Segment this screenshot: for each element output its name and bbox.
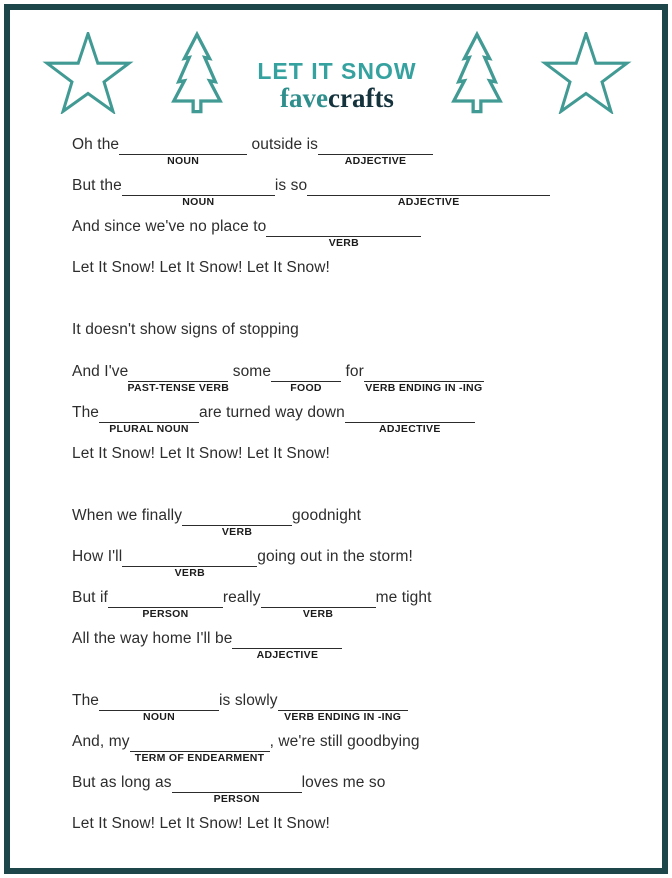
blank-label: VERB ENDING IN -ING <box>365 382 483 394</box>
fill-in-line <box>72 506 632 538</box>
blank-label: VERB <box>221 526 253 538</box>
tree-icon <box>448 30 506 116</box>
line-text: outside is <box>247 136 319 153</box>
blank-field <box>232 632 342 661</box>
stanza <box>72 135 632 278</box>
line-text: goodnight <box>292 507 362 524</box>
line-text: are turned way down <box>199 404 345 421</box>
line-text: , we're still goodbying <box>269 733 420 750</box>
line-text: All the way home I'll be <box>72 630 233 647</box>
line-text: some <box>228 363 272 380</box>
page-title: LET IT SNOW <box>257 58 417 84</box>
line-text: When we finally <box>72 507 183 524</box>
blank-label: FOOD <box>290 382 322 394</box>
blank-label: VERB <box>174 567 205 579</box>
blank-label: ADJECTIVE <box>344 155 407 167</box>
line-text: But the <box>72 177 122 194</box>
tree-icon <box>168 30 226 116</box>
line-text: And, my <box>72 733 130 750</box>
lyric-line: Let It Snow! Let It Snow! Let It Snow! <box>72 815 330 832</box>
line-text: me tight <box>375 589 432 606</box>
blank-field <box>318 138 433 167</box>
fill-in-line <box>72 176 632 208</box>
blank-label: PERSON <box>213 793 260 805</box>
stanza <box>72 506 632 661</box>
lyric-line: It doesn't show signs of stopping <box>72 321 299 338</box>
brand-logo-fave: fave <box>280 83 328 113</box>
line-text: going out in the storm! <box>257 548 413 565</box>
line-text: Oh the <box>72 136 120 153</box>
line-text: is so <box>274 177 308 194</box>
worksheet-body <box>10 120 662 834</box>
line-text: The <box>72 404 100 421</box>
line-text: The <box>72 692 100 709</box>
line-text: loves me so <box>301 774 386 791</box>
blank-label: ADJECTIVE <box>397 196 460 208</box>
line-text: But as long as <box>72 774 172 791</box>
stanza <box>72 691 632 834</box>
blank-field <box>99 406 199 435</box>
star-icon <box>538 30 634 114</box>
blank-label: NOUN <box>182 196 215 208</box>
brand-logo-crafts: crafts <box>327 83 394 113</box>
blank-field <box>122 179 275 208</box>
line-text: And since we've no place to <box>72 218 267 235</box>
blank-field <box>278 694 408 723</box>
blank-label: ADJECTIVE <box>256 649 319 661</box>
line-text: How I'll <box>72 548 123 565</box>
header <box>10 10 662 120</box>
worksheet-page <box>4 4 668 874</box>
blank-field <box>172 776 302 805</box>
blank-field <box>99 694 219 723</box>
blank-field <box>266 220 421 249</box>
fill-in-line <box>72 773 632 805</box>
blank-field <box>119 138 247 167</box>
lyric-line: Let It Snow! Let It Snow! Let It Snow! <box>72 259 330 276</box>
blank-field <box>182 509 292 538</box>
brand-logo <box>257 85 416 112</box>
fill-in-line <box>72 135 632 167</box>
blank-label: VERB ENDING IN -ING <box>284 711 402 723</box>
blank-label: PLURAL NOUN <box>109 423 189 435</box>
fill-in-line <box>72 691 632 723</box>
fill-in-line <box>72 362 632 394</box>
fill-in-line <box>72 403 632 435</box>
blank-field <box>307 179 550 208</box>
star-icon <box>40 30 136 114</box>
blank-field <box>364 365 484 394</box>
fill-in-line <box>72 588 632 620</box>
fill-in-line <box>72 629 632 661</box>
blank-label: VERB <box>302 608 334 620</box>
line-text: is slowly <box>219 692 278 709</box>
blank-label: PERSON <box>142 608 189 620</box>
blank-label: VERB <box>328 237 360 249</box>
stanza <box>72 320 632 464</box>
blank-field <box>271 365 341 394</box>
line-text: for <box>341 363 364 380</box>
blank-label: ADJECTIVE <box>378 423 441 435</box>
blank-field <box>122 550 257 579</box>
blank-label: NOUN <box>142 711 176 723</box>
blank-label: NOUN <box>167 155 200 167</box>
blank-field <box>108 591 223 620</box>
blank-label: TERM OF ENDEARMENT <box>134 752 265 764</box>
line-text: But if <box>72 589 108 606</box>
blank-field <box>261 591 376 620</box>
fill-in-line <box>72 217 632 249</box>
fill-in-line <box>72 732 632 764</box>
line-text: And I've <box>72 363 129 380</box>
blank-field <box>130 735 270 764</box>
blank-label: PAST-TENSE VERB <box>127 382 230 394</box>
fill-in-line <box>72 547 632 579</box>
blank-field <box>345 406 475 435</box>
lyric-line: Let It Snow! Let It Snow! Let It Snow! <box>72 445 330 462</box>
masthead <box>257 58 416 112</box>
blank-field <box>127 365 230 394</box>
line-text: really <box>222 589 261 606</box>
